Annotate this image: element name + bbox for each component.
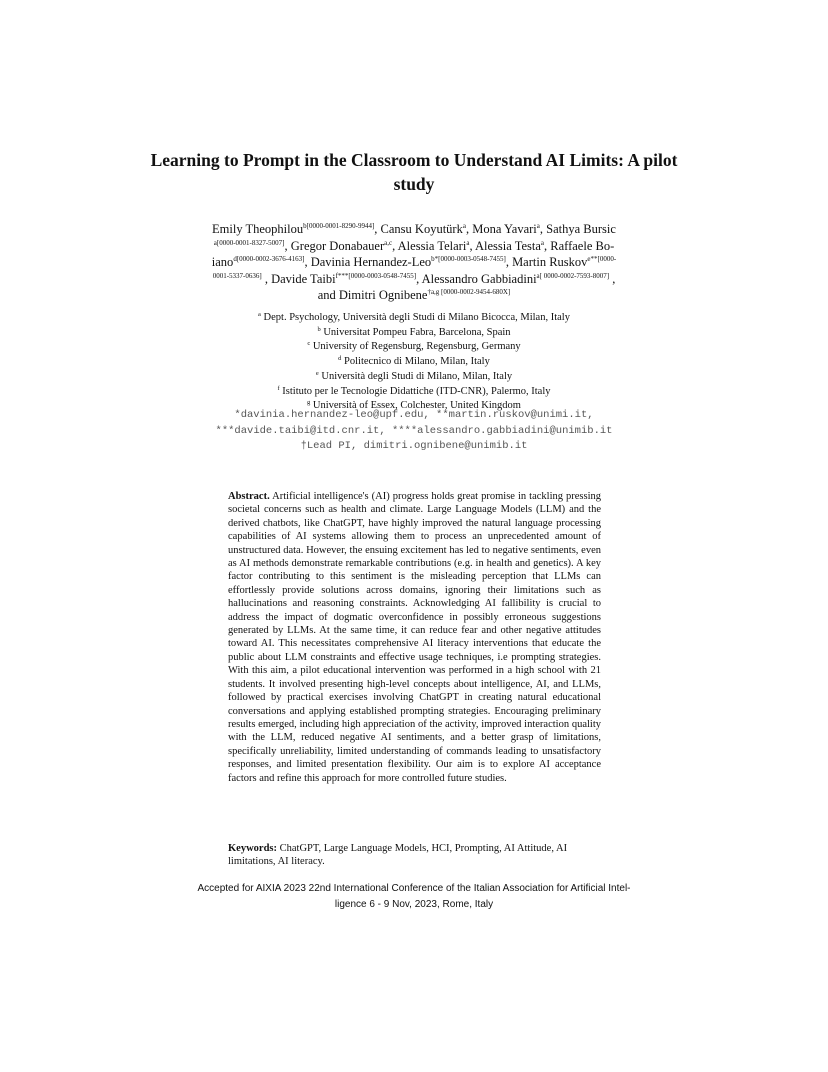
acceptance-note — [170, 881, 658, 913]
paper-title: Learning to Prompt in the Classroom to Understand AI Limits: A pilot study — [150, 150, 678, 194]
affiliation-text: Università degli Studi di Milano, Milan, Italy — [318, 370, 513, 382]
email-line: ***davide.taibi@itd.cnr.it, ****alessandro.gabbiadini@unimib.it — [215, 424, 613, 437]
affiliation-line — [150, 355, 678, 370]
author-name: , Davinia Hernandez-Leo — [304, 255, 432, 269]
affiliation-mark: b — [317, 325, 321, 333]
email-line: †Lead PI, dimitri.ognibene@unimib.it — [300, 440, 528, 452]
affiliation-line — [150, 311, 678, 326]
author-line — [186, 271, 642, 288]
abstract-heading: Abstract. — [228, 491, 270, 502]
affiliation-list — [150, 311, 678, 414]
acceptance-line: Accepted for AIXIA 2023 22nd International Conference of the Italian Association for Artificial Intel- — [197, 883, 631, 894]
affiliation-mark: a — [258, 311, 261, 318]
abstract-text: Artificial intelligence's (AI) progress holds great promise in tackling pressing societal concerns such as health and climate. Large Language Models (LLM) and the derived chatbots, like ChatGPT, have highly improved the natural language processing capabilities of AI systems allowing them to process an unprecedented amount of unstructured data. However, the ensuing excitement has led to negative sentiments, even as AI methods demonstrate remarkable contributions (e.g. in health and genetics). A key factor contributing to this sentiment is the misleading perception that LLMs can effortlessly provide solutions across domains, ignoring their limitations such as hallucinations and reasoning constraints. Acknowledging AI fallibility is crucial to address the impact of dogmatic overconfidence in possibly erroneous suggestions generated by LLMs. At the same time, it can reduce fear and other negative attitudes toward AI. This necessitates comprehensive AI literacy interventions that educate the public about LLM constraints and effective usage techniques, i.e prompting strategies. With this aim, a pilot educational intervention was performed in a high school with 21 students. It involved presenting high-level concepts about intelligence, AI, and LLMs, followed by practical exercises involving ChatGPT in creating natural educational conversations and applying established prompting strategies. Encouraging preliminary results emerged, including high appreciation of the activity, improved interaction quality with the LLM, reduced negative AI sentiments, and a better grasp of limitations, specifically unreliability, limited understanding of commands leading to unsatisfactory responses, and limited presentation flexibility. Our aim is to explore AI acceptance factors and refine this approach for more controlled future studies. — [228, 491, 602, 784]
author-name: and Dimitri Ognibene — [317, 288, 428, 302]
author-affiliation-mark: a — [466, 238, 470, 247]
author-affiliation-mark: a — [536, 222, 540, 230]
author-affiliation-mark: a,c — [384, 238, 393, 247]
keywords — [228, 842, 601, 869]
author-affiliation-mark: e**[0000- — [587, 255, 617, 263]
author-line — [186, 254, 642, 271]
affiliation-text: Dept. Psychology, Università degli Studi di Milano Bicocca, Milan, Italy — [260, 312, 570, 323]
author-name: , Alessandro Gabbiadini — [416, 271, 537, 286]
affiliation-text: Istituto per le Tecnologie Didattiche (ITD-CNR), Palermo, Italy — [279, 385, 551, 397]
affiliation-line — [150, 385, 678, 400]
author-name: iano — [211, 255, 234, 269]
author-name: , Sathya Bursic — [539, 222, 616, 236]
affiliation-mark: e — [315, 369, 319, 377]
author-affiliation-mark: d[0000-0002-3676-4163] — [233, 255, 305, 263]
author-name: , — [609, 271, 616, 286]
author-affiliation-mark: b[0000-0001-8290-9944] — [303, 222, 375, 230]
author-name: , Cansu Koyutürk — [374, 222, 463, 236]
contact-emails — [140, 408, 688, 455]
keywords-text: ChatGPT, Large Language Models, HCI, Prompting, AI Attitude, AI limitations, AI literacy. — [228, 843, 568, 868]
affiliation-line — [150, 370, 678, 385]
affiliation-text: Politecnico di Milano, Milan, Italy — [341, 356, 490, 368]
affiliation-text: Universitat Pompeu Fabra, Barcelona, Spain — [320, 326, 511, 338]
author-name: , Mona Yavari — [465, 222, 537, 236]
affiliation-mark: c — [307, 340, 311, 348]
author-line — [186, 238, 642, 255]
affiliation-line — [150, 340, 678, 355]
affiliation-mark: g — [307, 399, 311, 407]
affiliation-text: Università of Essex, Colchester, United Kingdom — [310, 400, 521, 412]
author-affiliation-mark: b*[0000-0003-0548-7455] — [431, 255, 506, 263]
abstract — [228, 490, 601, 785]
author-affiliation-mark: a — [540, 238, 545, 247]
author-name: , Davide Taibi — [261, 271, 336, 286]
email-line: *davinia.hernandez-leo@upf.edu, **martin.ruskov@unimi.it, — [234, 409, 594, 421]
author-name: Emily Theophilou — [212, 222, 304, 236]
affiliation-line — [150, 326, 678, 341]
author-name: , Martin Ruskov — [505, 255, 588, 269]
author-affiliation-mark: f***[0000-0003-0548-7455] — [335, 271, 417, 280]
author-affiliation-mark: †a,g [0000-0002-9454-680X] — [427, 288, 511, 296]
affiliation-mark: d — [338, 355, 342, 363]
acceptance-line: ligence 6 - 9 Nov, 2023, Rome, Italy — [334, 899, 494, 910]
affiliation-mark: f — [277, 384, 280, 392]
author-name: , Gregor Donabauer — [284, 238, 385, 253]
keywords-heading: Keywords: — [228, 843, 277, 854]
author-name: , Alessia Testa — [469, 238, 541, 253]
author-list — [186, 221, 642, 304]
author-affiliation-mark: 0001-5337-0636] — [212, 271, 262, 280]
author-line — [186, 287, 642, 304]
author-affiliation-mark: a — [462, 222, 466, 230]
author-affiliation-mark: a[0000-0001-8327-5007] — [213, 238, 285, 247]
author-line — [186, 221, 642, 238]
author-name: , Alessia Telari — [392, 238, 467, 253]
author-name: , Raffaele Bo- — [544, 238, 615, 253]
author-affiliation-mark: a[ 0000-0002-7593-8007] — [536, 271, 610, 280]
affiliation-text: University of Regensburg, Regensburg, Germany — [310, 341, 521, 353]
